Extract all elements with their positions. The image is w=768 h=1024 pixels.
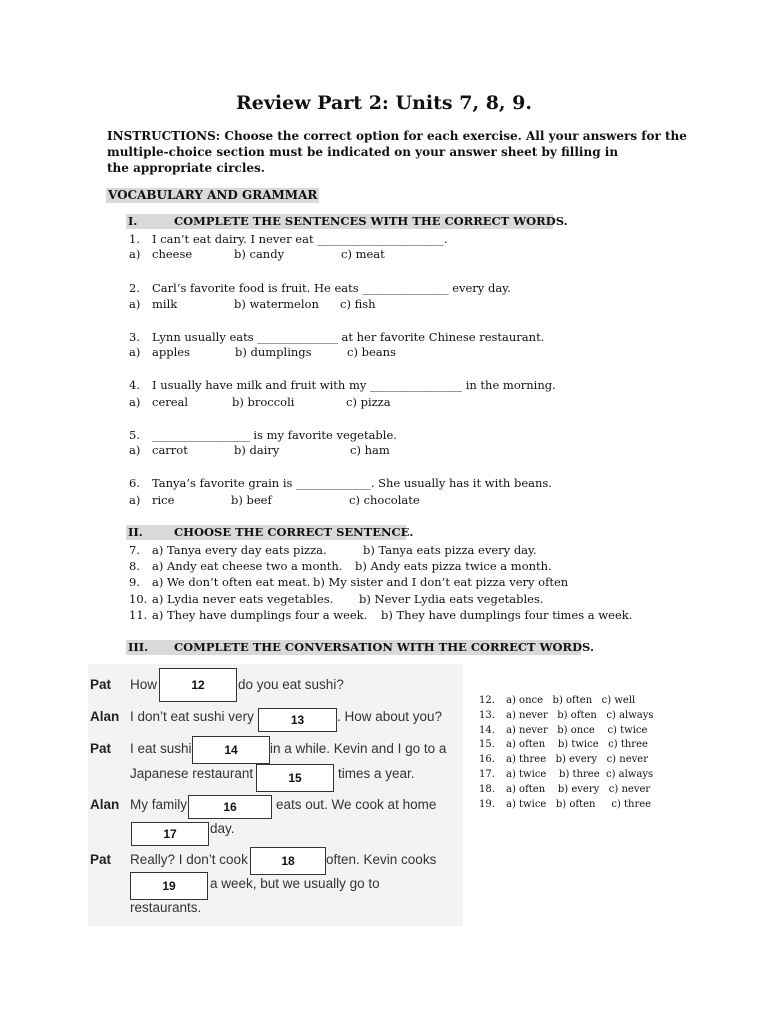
blank-17: 17 — [131, 822, 209, 846]
sentence-choice-11: 11. a) They have dumplings four a week. b) They have dumplings four times a week. — [129, 608, 633, 622]
line-8-end: a week, but we usually go to — [210, 876, 380, 891]
speaker-pat-1: Pat — [90, 677, 112, 692]
blank-14: 14 — [192, 736, 270, 764]
line-2-end: . How about you? — [337, 709, 443, 724]
line-2-start: I don’t eat sushi very — [130, 709, 254, 724]
speaker-alan-1: Alan — [90, 709, 120, 724]
section-2-title: CHOOSE THE CORRECT SENTENCE. — [174, 525, 414, 539]
line-7-start: Really? I don’t cook — [130, 852, 248, 867]
section-1-title: COMPLETE THE SENTENCES WITH THE CORRECT WORDS. — [174, 214, 568, 228]
line-1-start: How — [130, 677, 158, 692]
blank-13: 13 — [258, 708, 337, 732]
section-1-number: I. — [128, 214, 138, 228]
line-3-start: I eat sushi — [130, 741, 192, 756]
answer-options-18: 18. a) often b) every c) never — [479, 784, 651, 795]
answer-options-15: 15. a) often b) twice c) three — [479, 739, 648, 750]
instructions-line-2: multiple-choice section must be indicated on your answer sheet by filling in — [107, 145, 619, 159]
section-2-number: II. — [128, 525, 143, 539]
answer-options-12: 12. a) once b) often c) well — [479, 695, 636, 706]
line-3-end: in a while. Kevin and I go to a — [270, 741, 447, 756]
line-6-end: day. — [210, 821, 235, 836]
blank-16: 16 — [188, 795, 272, 819]
section-3-header — [126, 640, 594, 655]
speaker-pat-3: Pat — [90, 852, 112, 867]
conversation-panel — [88, 664, 463, 926]
blank-18: 18 — [250, 847, 326, 875]
blank-15: 15 — [256, 764, 334, 792]
speaker-alan-2: Alan — [90, 797, 120, 812]
line-4-start: Japanese restaurant — [130, 766, 254, 781]
answer-options-13: 13. a) never b) often c) always — [479, 710, 654, 721]
sentence-choice-8: 8. a) Andy eat cheese two a month. b) Andy eats pizza twice a month. — [129, 559, 552, 573]
speaker-pat-2: Pat — [90, 741, 112, 756]
blank-19: 19 — [130, 872, 208, 900]
answer-options-16: 16. a) three b) every c) never — [479, 754, 648, 765]
line-7-end: often. Kevin cooks — [326, 852, 437, 867]
question-4-options: a) cereal b) broccoli c) pizza — [129, 395, 391, 409]
blank-12: 12 — [159, 668, 237, 702]
vocabulary-grammar-header: VOCABULARY AND GRAMMAR — [108, 188, 318, 202]
answer-options-17: 17. a) twice b) three c) always — [479, 769, 654, 780]
question-5-options: a) carrot b) dairy c) ham — [129, 443, 390, 457]
question-1-options: a) cheese b) candy c) meat — [129, 247, 385, 261]
section-1-header — [126, 214, 568, 229]
line-5-end: eats out. We cook at home — [276, 797, 437, 812]
question-4: 4. I usually have milk and fruit with my ________________ in the morning. — [129, 378, 556, 392]
question-6-options: a) rice b) beef c) chocolate — [129, 493, 420, 507]
question-2-options: a) milk b) watermelon c) fish — [129, 297, 376, 311]
question-2: 2. Carl’s favorite food is fruit. He eats _______________ every day. — [129, 281, 511, 295]
sentence-choice-7: 7. a) Tanya every day eats pizza. b) Tanya eats pizza every day. — [129, 543, 537, 557]
sentence-choice-10: 10. a) Lydia never eats vegetables. b) Never Lydia eats vegetables. — [129, 592, 544, 606]
section-2-header — [126, 525, 414, 540]
sentence-choice-9: 9. a) We don’t often eat meat. b) My sister and I don’t eat pizza very often — [129, 575, 569, 589]
line-4-end: times a year. — [338, 766, 415, 781]
line-1-end: do you eat sushi? — [238, 677, 344, 692]
question-5: 5. _________________ is my favorite vegetable. — [129, 428, 397, 442]
section-3-number: III. — [128, 640, 149, 654]
line-5-start: My family — [130, 797, 187, 812]
question-3-options: a) apples b) dumplings c) beans — [129, 345, 396, 359]
page-title: Review Part 2: Units 7, 8, 9. — [236, 92, 532, 114]
line-9: restaurants. — [130, 900, 202, 915]
question-6: 6. Tanya’s favorite grain is _____________. She usually has it with beans. — [129, 476, 552, 490]
instructions-line-3: the appropriate circles. — [107, 161, 265, 175]
instructions-line-1: INSTRUCTIONS: Choose the correct option for each exercise. All your answers for the — [107, 129, 687, 143]
question-3: 3. Lynn usually eats ______________ at her favorite Chinese restaurant. — [129, 330, 545, 344]
question-1: 1. I can’t eat dairy. I never eat ______________________. — [129, 232, 448, 246]
answer-options-19: 19. a) twice b) often c) three — [479, 799, 652, 810]
answer-options-14: 14. a) never b) once c) twice — [479, 725, 648, 736]
section-3-title: COMPLETE THE CONVERSATION WITH THE CORRECT WORDS. — [174, 640, 594, 654]
